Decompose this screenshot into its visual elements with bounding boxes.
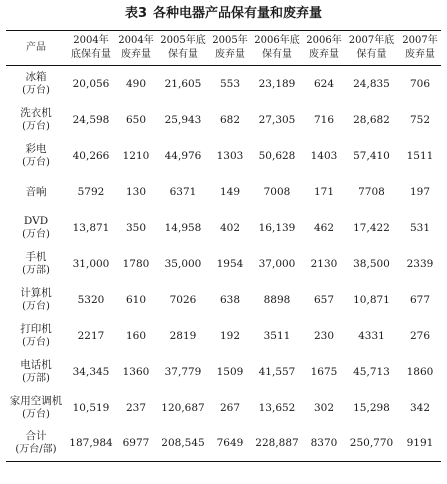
value-cell: 1509 [216, 365, 244, 378]
product-cell [6, 318, 66, 354]
value-cell: 14,958 [164, 221, 202, 234]
column-header-line1: 2004年 [73, 35, 109, 46]
value-cell: 6371 [169, 185, 197, 198]
product-unit: (万台) [22, 156, 50, 168]
column-header [344, 31, 399, 66]
value-cell: 37,779 [164, 365, 202, 378]
value-cell: 490 [125, 77, 147, 90]
value-cell: 44,976 [164, 149, 202, 162]
product-name: 计算机 [20, 286, 52, 299]
column-header-line2: 废弃量 [405, 49, 435, 60]
value-cell: 638 [219, 293, 241, 306]
value-cell: 7649 [216, 437, 244, 450]
product-cell [6, 426, 66, 462]
value-cell: 7008 [263, 185, 291, 198]
product-cell [6, 246, 66, 282]
value-cell: 24,598 [72, 113, 110, 126]
value-cell: 120,687 [161, 401, 205, 414]
table-row [6, 174, 441, 210]
table-caption: 各种电器产品保有量和废弃量 [153, 6, 323, 21]
value-cell: 27,305 [258, 113, 296, 126]
value-cell: 34,345 [72, 365, 110, 378]
value-cell: 13,871 [72, 221, 110, 234]
appliance-table [6, 30, 441, 462]
table-title [6, 4, 441, 24]
value-cell: 716 [313, 113, 335, 126]
value-cell: 187,984 [69, 437, 113, 450]
value-cell: 1860 [406, 365, 434, 378]
value-cell: 531 [409, 221, 431, 234]
product-name: 洗衣机 [20, 106, 52, 119]
value-cell: 8370 [310, 437, 338, 450]
value-cell: 1210 [122, 149, 150, 162]
product-unit: (万台) [22, 228, 50, 240]
value-cell: 7026 [169, 293, 197, 306]
value-cell: 192 [219, 329, 241, 342]
product-unit: (万台) [22, 300, 50, 312]
product-cell [6, 282, 66, 318]
value-cell: 208,545 [161, 437, 205, 450]
product-name: 打印机 [20, 322, 52, 335]
value-cell: 553 [219, 77, 241, 90]
value-cell: 1303 [216, 149, 244, 162]
value-cell: 1360 [122, 365, 150, 378]
value-cell: 38,500 [353, 257, 390, 270]
value-cell: 41,557 [258, 365, 296, 378]
value-cell: 20,056 [72, 77, 110, 90]
table-row [6, 318, 441, 354]
value-cell: 1403 [310, 149, 338, 162]
value-cell: 15,298 [353, 401, 390, 414]
value-cell: 24,835 [353, 77, 390, 90]
table-row [6, 66, 441, 102]
value-cell: 650 [125, 113, 147, 126]
product-name: 音响 [25, 185, 47, 198]
value-cell: 50,628 [258, 149, 296, 162]
product-name: 冰箱 [25, 70, 47, 83]
value-cell: 402 [219, 221, 241, 234]
product-unit: (万台) [22, 408, 50, 420]
product-unit: (万台) [22, 84, 50, 96]
column-header-line1: 2007年底 [348, 35, 395, 46]
value-cell: 276 [409, 329, 431, 342]
column-header-line1: 产品 [26, 42, 46, 53]
column-header-line2: 废弃量 [215, 49, 245, 60]
column-header-line2: 保有量 [356, 49, 387, 60]
column-header [116, 31, 156, 66]
table-number: 表3 [124, 6, 148, 21]
value-cell: 228,887 [255, 437, 299, 450]
value-cell: 23,189 [258, 77, 296, 90]
value-cell: 21,605 [164, 77, 202, 90]
value-cell: 13,652 [258, 401, 296, 414]
column-header-line1: 2006年底 [254, 35, 300, 46]
column-header-line2: 废弃量 [121, 49, 151, 60]
table-row [6, 138, 441, 174]
value-cell: 3511 [263, 329, 291, 342]
table-row [6, 390, 441, 426]
column-header [399, 31, 441, 66]
value-cell: 45,713 [353, 365, 390, 378]
product-cell [6, 390, 66, 426]
table-row [6, 354, 441, 390]
value-cell: 706 [409, 77, 431, 90]
value-cell: 5792 [77, 185, 105, 198]
column-header [304, 31, 344, 66]
product-unit: (万部) [22, 264, 50, 276]
value-cell: 9191 [406, 437, 434, 450]
value-cell: 2819 [169, 329, 197, 342]
value-cell: 149 [219, 185, 241, 198]
value-cell: 267 [219, 401, 241, 414]
product-cell [6, 138, 66, 174]
value-cell: 237 [125, 401, 147, 414]
column-header-line1: 2005年 [212, 35, 248, 46]
value-cell: 37,000 [258, 257, 296, 270]
column-header [156, 31, 210, 66]
column-header-line2: 保有量 [262, 49, 292, 60]
value-cell: 5320 [77, 293, 105, 306]
product-name: 彩电 [25, 142, 47, 155]
product-cell [6, 174, 66, 210]
value-cell: 160 [125, 329, 147, 342]
table-row [6, 246, 441, 282]
value-cell: 28,682 [353, 113, 390, 126]
table-row [6, 426, 441, 462]
value-cell: 4331 [358, 329, 385, 342]
column-header-line2: 废弃量 [309, 49, 339, 60]
column-header-line2: 底保有量 [71, 49, 111, 60]
product-cell [6, 102, 66, 138]
value-cell: 10,871 [353, 293, 390, 306]
product-cell [6, 210, 66, 246]
column-header [250, 31, 304, 66]
value-cell: 1780 [122, 257, 150, 270]
product-unit: (万部) [22, 372, 50, 384]
value-cell: 17,422 [353, 221, 390, 234]
value-cell: 610 [125, 293, 147, 306]
value-cell: 130 [125, 185, 147, 198]
value-cell: 1511 [406, 149, 434, 162]
column-header-line1: 2005年底 [160, 35, 206, 46]
product-cell [6, 354, 66, 390]
value-cell: 1954 [216, 257, 244, 270]
product-unit: (万台) [22, 336, 50, 348]
value-cell: 462 [313, 221, 335, 234]
value-cell: 682 [219, 113, 241, 126]
header-row [6, 31, 441, 66]
value-cell: 677 [409, 293, 431, 306]
column-header-line1: 2007年 [402, 35, 438, 46]
product-unit: (万台) [22, 120, 50, 132]
value-cell: 197 [409, 185, 431, 198]
value-cell: 657 [313, 293, 335, 306]
value-cell: 31,000 [72, 257, 110, 270]
value-cell: 16,139 [258, 221, 296, 234]
value-cell: 35,000 [164, 257, 202, 270]
value-cell: 350 [125, 221, 147, 234]
product-name: 电话机 [20, 358, 52, 371]
product-name: 合计 [25, 430, 47, 443]
product-unit: (万台/部) [15, 444, 57, 456]
product-name: 手机 [25, 250, 47, 263]
value-cell: 250,770 [349, 437, 394, 450]
value-cell: 2217 [77, 329, 105, 342]
column-header-line1: 2006年 [306, 35, 342, 46]
value-cell: 342 [409, 401, 431, 414]
value-cell: 8898 [263, 293, 291, 306]
value-cell: 57,410 [353, 149, 390, 162]
value-cell: 25,943 [164, 113, 202, 126]
value-cell: 752 [409, 113, 431, 126]
table-row [6, 102, 441, 138]
value-cell: 6977 [122, 437, 150, 450]
value-cell: 230 [313, 329, 335, 342]
value-cell: 40,266 [72, 149, 110, 162]
product-name: DVD [23, 214, 49, 227]
column-header [6, 31, 66, 66]
column-header-line1: 2004年 [118, 35, 154, 46]
value-cell: 302 [313, 401, 335, 414]
table-row [6, 282, 441, 318]
value-cell: 624 [313, 77, 335, 90]
value-cell: 2130 [310, 257, 338, 270]
product-cell [6, 66, 66, 102]
column-header [66, 31, 116, 66]
column-header-line2: 保有量 [168, 49, 198, 60]
column-header [210, 31, 250, 66]
table-row [6, 210, 441, 246]
table-body [6, 66, 441, 462]
product-name: 家用空调机 [9, 394, 63, 407]
value-cell: 7708 [358, 185, 385, 198]
value-cell: 171 [313, 185, 335, 198]
value-cell: 1675 [310, 365, 338, 378]
value-cell: 2339 [406, 257, 434, 270]
value-cell: 10,519 [72, 401, 110, 414]
